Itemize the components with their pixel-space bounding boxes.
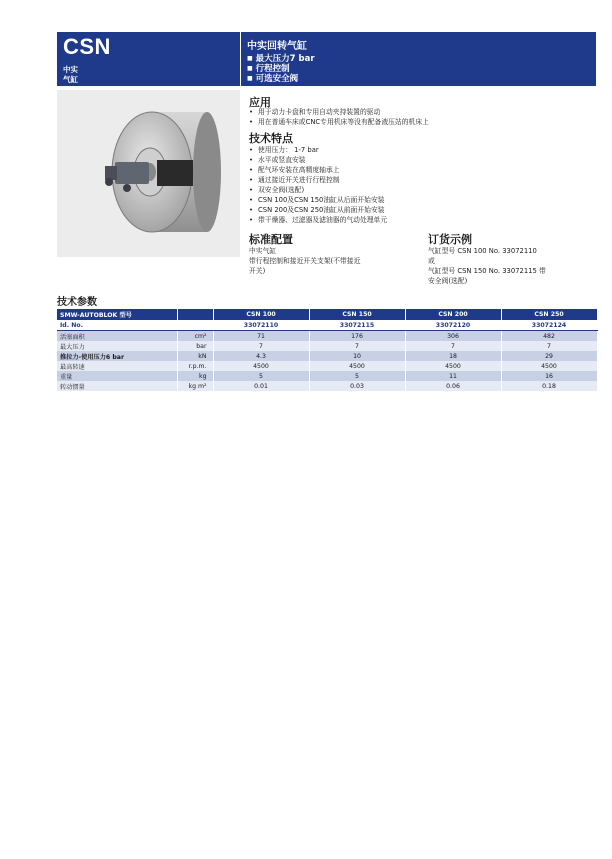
cell: 33072115 xyxy=(309,320,405,331)
params-title: 技术参数 xyxy=(57,297,97,308)
params-header-unit xyxy=(177,309,213,320)
cell: 4500 xyxy=(213,361,309,371)
feature-item: • 通过接近开关进行行程控制 xyxy=(249,174,340,184)
row-unit: cm² xyxy=(177,331,213,342)
params-header-csn250: CSN 250 xyxy=(501,309,597,320)
product-type-1: 中实 xyxy=(63,65,78,74)
row-unit: kN xyxy=(177,351,213,361)
params-table xyxy=(57,309,598,391)
cell: 18 xyxy=(405,351,501,361)
row-label: Id. No. xyxy=(57,320,177,331)
product-type-2: 气缸 xyxy=(63,75,78,84)
cell: 11 xyxy=(405,371,501,381)
header-left-panel xyxy=(57,32,240,86)
cell: 71 xyxy=(213,331,309,342)
row-label: 最大压力 xyxy=(57,341,177,351)
cell: 0.06 xyxy=(405,381,501,391)
row-label: 转动惯量 xyxy=(57,381,177,391)
row-unit: kg m² xyxy=(177,381,213,391)
order-line-2: 或 xyxy=(428,257,435,265)
row-label: 重量 xyxy=(57,371,177,381)
cell: 5 xyxy=(309,371,405,381)
cell: 7 xyxy=(309,341,405,351)
order-line-1: 气缸型号 CSN 100 No. 33072110 xyxy=(428,247,537,255)
table-row xyxy=(57,341,597,351)
standard-line-1: 中实气缸 xyxy=(249,247,277,255)
row-unit: r.p.m. xyxy=(177,361,213,371)
cell: 4.3 xyxy=(213,351,309,361)
row-unit xyxy=(177,320,213,331)
feature-item: • 水平或竖直安装 xyxy=(249,154,306,164)
standard-title: 标准配置 xyxy=(249,233,293,246)
params-header-model: SMW-AUTOBLOK 型号 xyxy=(57,309,177,320)
cell: 306 xyxy=(405,331,501,342)
table-row xyxy=(57,320,597,331)
cell: 0.03 xyxy=(309,381,405,391)
cell: 10 xyxy=(309,351,405,361)
params-header-csn200: CSN 200 xyxy=(405,309,501,320)
feature-item: • 带干燥器、过滤器及滤油器的气动处理单元 xyxy=(249,214,387,224)
cell: 16 xyxy=(501,371,597,381)
application-title: 应用 xyxy=(249,96,271,109)
table-row xyxy=(57,331,597,342)
product-photo xyxy=(57,90,240,257)
cell: 7 xyxy=(213,341,309,351)
header-feature-1: ■ 最大压力7 bar xyxy=(247,52,315,64)
feature-item: • 使用压力： 1-7 bar xyxy=(249,144,319,154)
header-right-panel xyxy=(241,32,596,86)
cell: 4500 xyxy=(501,361,597,371)
params-header-csn150: CSN 150 xyxy=(309,309,405,320)
order-title: 订货示例 xyxy=(428,233,472,246)
cell: 4500 xyxy=(405,361,501,371)
params-header-csn100: CSN 100 xyxy=(213,309,309,320)
order-line-4: 安全阀(选配) xyxy=(428,277,468,285)
cell: 482 xyxy=(501,331,597,342)
feature-item: • CSN 100及CSN 150油缸从后面开始安装 xyxy=(249,194,385,204)
cell: 4500 xyxy=(309,361,405,371)
feature-item: • 配气环安装在高精度轴承上 xyxy=(249,164,340,174)
table-row xyxy=(57,351,597,361)
application-item: • 用在普通车床或CNC专用机床等没有配备液压站的机床上 xyxy=(249,116,429,126)
feature-item: • CSN 200及CSN 250油缸从前面开始安装 xyxy=(249,204,385,214)
application-item: • 用于动力卡盘和专用自动夹持装置的驱动 xyxy=(249,106,380,116)
table-row xyxy=(57,361,597,371)
cell: 33072120 xyxy=(405,320,501,331)
cell: 5 xyxy=(213,371,309,381)
header-heading: 中实回转气缸 xyxy=(247,41,307,52)
order-line-3: 气缸型号 CSN 150 No. 33072115 带 xyxy=(428,267,546,275)
cell: 33072110 xyxy=(213,320,309,331)
row-label: 最高转速 xyxy=(57,361,177,371)
cell: 7 xyxy=(501,341,597,351)
product-code: CSN xyxy=(63,34,111,59)
row-unit: bar xyxy=(177,341,213,351)
cell: 0.18 xyxy=(501,381,597,391)
table-row xyxy=(57,371,597,381)
standard-line-2: 带行程控制和接近开关支架(不带接近 xyxy=(249,257,361,265)
features-title: 技术特点 xyxy=(249,132,293,145)
cell: 0.01 xyxy=(213,381,309,391)
params-header-row xyxy=(57,309,597,320)
cell: 33072124 xyxy=(501,320,597,331)
table-row xyxy=(57,381,597,391)
cell: 7 xyxy=(405,341,501,351)
cylinder-illustration xyxy=(57,90,240,257)
cell: 176 xyxy=(309,331,405,342)
row-unit: kg xyxy=(177,371,213,381)
row-label: 推拉力-使用压力6 bar xyxy=(57,351,177,361)
header-feature-3: ■ 可选安全阀 xyxy=(247,72,298,84)
feature-item: • 双安全阀(选配) xyxy=(249,184,304,194)
cell: 29 xyxy=(501,351,597,361)
standard-line-3: 开关) xyxy=(249,267,266,275)
row-label: 活塞面积 xyxy=(57,331,177,342)
header-feature-2: ■ 行程控制 xyxy=(247,62,290,74)
